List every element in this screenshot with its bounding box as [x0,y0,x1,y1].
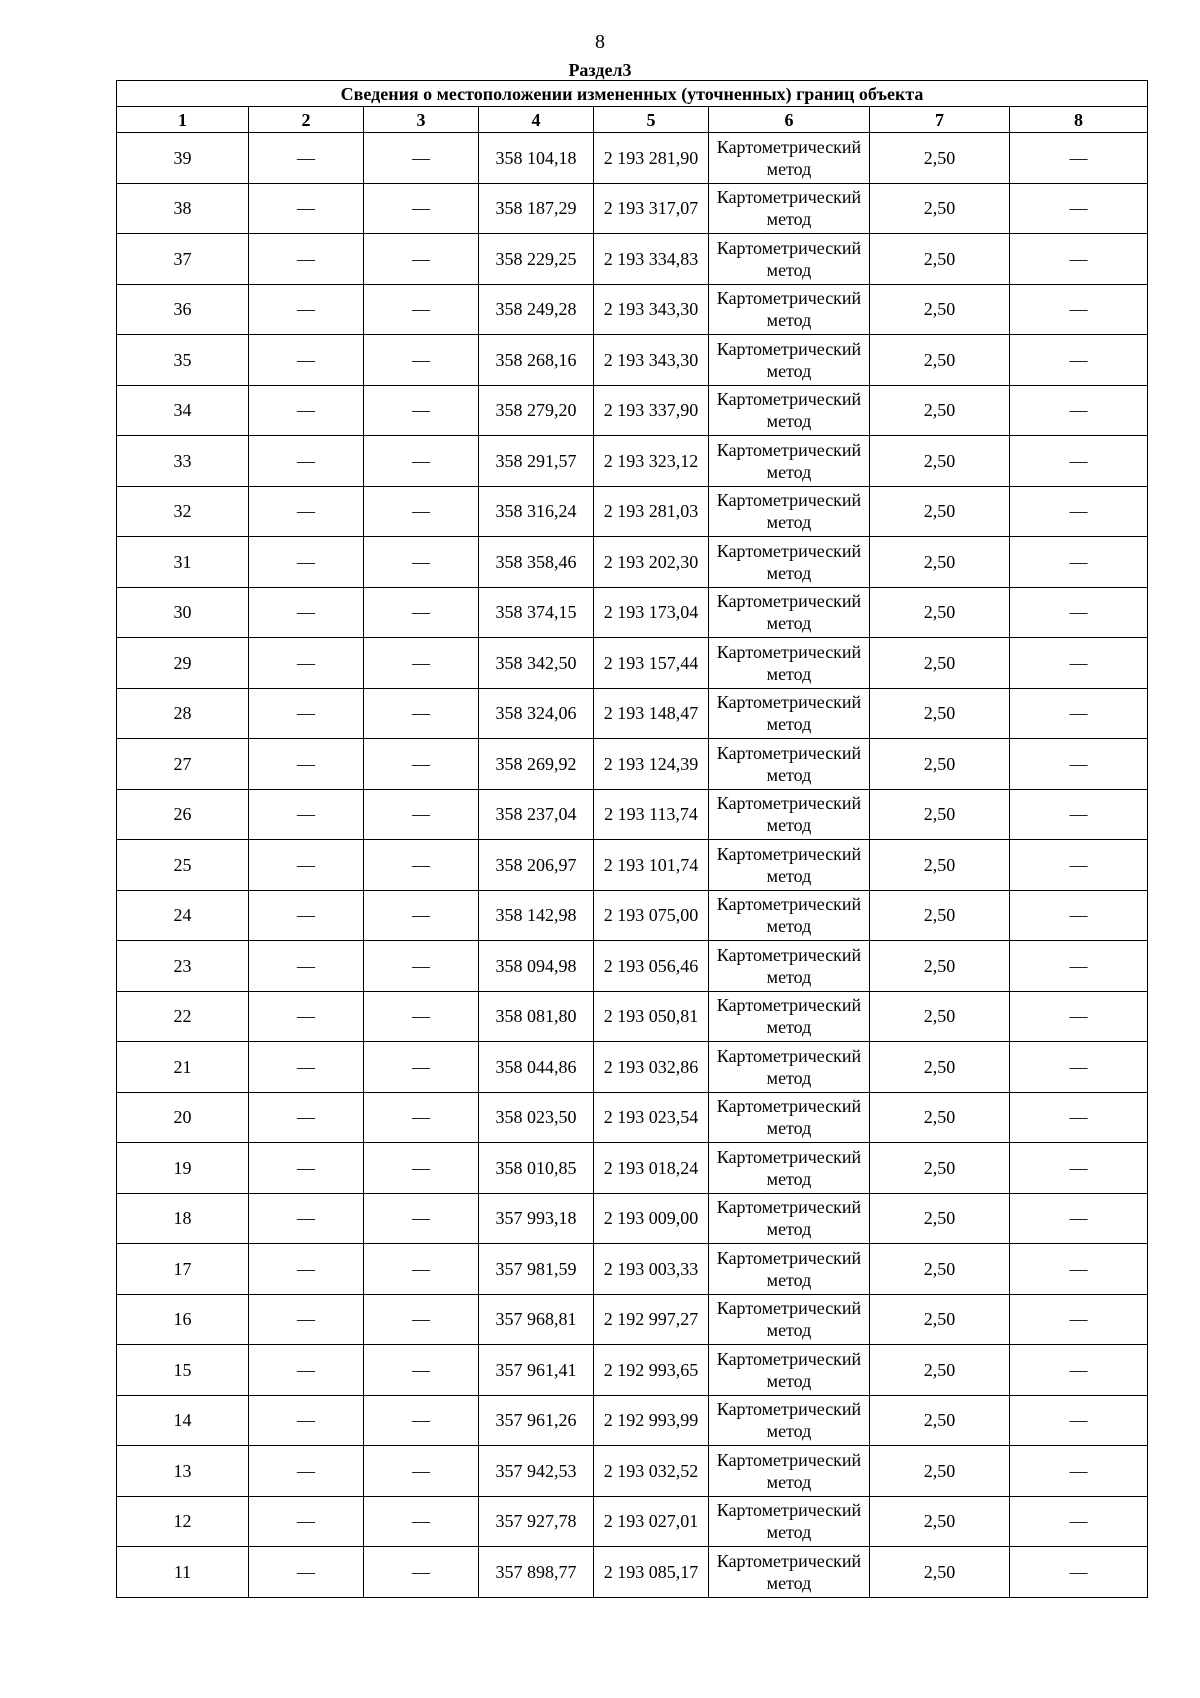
table-row [117,1496,1148,1547]
empty-value-cell: — [364,941,479,992]
method-cell: Картометрический метод [709,789,870,840]
accuracy-cell: 2,50 [870,890,1010,941]
x-coordinate-cell: 358 142,98 [479,890,594,941]
x-coordinate-cell: 358 094,98 [479,941,594,992]
table-row [117,739,1148,790]
y-coordinate-cell: 2 192 993,99 [594,1395,709,1446]
point-number-cell: 35 [117,335,249,386]
y-coordinate-cell: 2 193 085,17 [594,1547,709,1598]
x-coordinate-cell: 358 206,97 [479,840,594,891]
empty-value-cell: — [1010,1395,1148,1446]
y-coordinate-cell: 2 193 343,30 [594,335,709,386]
method-cell: Картометрический метод [709,587,870,638]
y-coordinate-cell: 2 193 148,47 [594,688,709,739]
method-cell: Картометрический метод [709,840,870,891]
accuracy-cell: 2,50 [870,133,1010,184]
point-number-cell: 34 [117,385,249,436]
accuracy-cell: 2,50 [870,234,1010,285]
empty-value-cell: — [364,436,479,487]
empty-value-cell: — [1010,1143,1148,1194]
column-header: 6 [709,107,870,133]
empty-value-cell: — [249,1244,364,1295]
x-coordinate-cell: 357 898,77 [479,1547,594,1598]
table-row [117,537,1148,588]
empty-value-cell: — [1010,991,1148,1042]
y-coordinate-cell: 2 192 993,65 [594,1345,709,1396]
empty-value-cell: — [249,587,364,638]
empty-value-cell: — [1010,234,1148,285]
empty-value-cell: — [1010,789,1148,840]
empty-value-cell: — [1010,1547,1148,1598]
empty-value-cell: — [364,1395,479,1446]
point-number-cell: 16 [117,1294,249,1345]
accuracy-cell: 2,50 [870,1496,1010,1547]
table-row [117,234,1148,285]
y-coordinate-cell: 2 193 317,07 [594,183,709,234]
table-row [117,284,1148,335]
table-title-row [117,81,1148,107]
point-number-cell: 14 [117,1395,249,1446]
empty-value-cell: — [364,991,479,1042]
empty-value-cell: — [249,1395,364,1446]
empty-value-cell: — [249,789,364,840]
empty-value-cell: — [364,1496,479,1547]
table-row [117,638,1148,689]
point-number-cell: 30 [117,587,249,638]
empty-value-cell: — [1010,890,1148,941]
empty-value-cell: — [249,133,364,184]
point-number-cell: 15 [117,1345,249,1396]
empty-value-cell: — [249,991,364,1042]
method-cell: Картометрический метод [709,688,870,739]
point-number-cell: 22 [117,991,249,1042]
empty-value-cell: — [1010,335,1148,386]
empty-value-cell: — [249,739,364,790]
y-coordinate-cell: 2 193 343,30 [594,284,709,335]
x-coordinate-cell: 358 187,29 [479,183,594,234]
empty-value-cell: — [364,1092,479,1143]
empty-value-cell: — [1010,486,1148,537]
accuracy-cell: 2,50 [870,1547,1010,1598]
empty-value-cell: — [249,840,364,891]
point-number-cell: 38 [117,183,249,234]
point-number-cell: 26 [117,789,249,840]
empty-value-cell: — [249,537,364,588]
accuracy-cell: 2,50 [870,335,1010,386]
empty-value-cell: — [1010,133,1148,184]
empty-value-cell: — [249,335,364,386]
y-coordinate-cell: 2 193 124,39 [594,739,709,790]
column-header: 2 [249,107,364,133]
table-title: Сведения о местоположении измененных (уточненных) границ объекта [117,81,1148,107]
y-coordinate-cell: 2 193 334,83 [594,234,709,285]
point-number-cell: 28 [117,688,249,739]
y-coordinate-cell: 2 193 113,74 [594,789,709,840]
method-cell: Картометрический метод [709,537,870,588]
empty-value-cell: — [249,1496,364,1547]
empty-value-cell: — [364,335,479,386]
method-cell: Картометрический метод [709,1244,870,1295]
method-cell: Картометрический метод [709,1345,870,1396]
empty-value-cell: — [364,688,479,739]
point-number-cell: 20 [117,1092,249,1143]
method-cell: Картометрический метод [709,1294,870,1345]
point-number-cell: 31 [117,537,249,588]
x-coordinate-cell: 358 268,16 [479,335,594,386]
empty-value-cell: — [364,1547,479,1598]
x-coordinate-cell: 358 358,46 [479,537,594,588]
y-coordinate-cell: 2 193 281,03 [594,486,709,537]
table-row [117,840,1148,891]
column-header: 1 [117,107,249,133]
empty-value-cell: — [1010,436,1148,487]
method-cell: Картометрический метод [709,1092,870,1143]
point-number-cell: 29 [117,638,249,689]
x-coordinate-cell: 357 981,59 [479,1244,594,1295]
method-cell: Картометрический метод [709,941,870,992]
empty-value-cell: — [364,1244,479,1295]
empty-value-cell: — [1010,1244,1148,1295]
point-number-cell: 36 [117,284,249,335]
empty-value-cell: — [1010,638,1148,689]
accuracy-cell: 2,50 [870,1446,1010,1497]
y-coordinate-cell: 2 193 075,00 [594,890,709,941]
x-coordinate-cell: 358 279,20 [479,385,594,436]
table-header-row [117,107,1148,133]
method-cell: Картометрический метод [709,1143,870,1194]
method-cell: Картометрический метод [709,183,870,234]
point-number-cell: 27 [117,739,249,790]
method-cell: Картометрический метод [709,739,870,790]
method-cell: Картометрический метод [709,1496,870,1547]
accuracy-cell: 2,50 [870,385,1010,436]
point-number-cell: 32 [117,486,249,537]
empty-value-cell: — [1010,385,1148,436]
table-row [117,1143,1148,1194]
x-coordinate-cell: 358 229,25 [479,234,594,285]
point-number-cell: 25 [117,840,249,891]
table-row [117,335,1148,386]
accuracy-cell: 2,50 [870,1294,1010,1345]
point-number-cell: 11 [117,1547,249,1598]
method-cell: Картометрический метод [709,991,870,1042]
point-number-cell: 37 [117,234,249,285]
x-coordinate-cell: 357 942,53 [479,1446,594,1497]
method-cell: Картометрический метод [709,436,870,487]
table-row [117,385,1148,436]
y-coordinate-cell: 2 193 027,01 [594,1496,709,1547]
empty-value-cell: — [364,1345,479,1396]
table-row [117,991,1148,1042]
x-coordinate-cell: 357 927,78 [479,1496,594,1547]
column-header: 4 [479,107,594,133]
method-cell: Картометрический метод [709,638,870,689]
empty-value-cell: — [364,385,479,436]
x-coordinate-cell: 358 023,50 [479,1092,594,1143]
empty-value-cell: — [364,183,479,234]
empty-value-cell: — [364,1143,479,1194]
x-coordinate-cell: 358 316,24 [479,486,594,537]
empty-value-cell: — [364,840,479,891]
accuracy-cell: 2,50 [870,1345,1010,1396]
empty-value-cell: — [249,385,364,436]
column-header: 5 [594,107,709,133]
x-coordinate-cell: 358 104,18 [479,133,594,184]
point-number-cell: 12 [117,1496,249,1547]
empty-value-cell: — [249,890,364,941]
empty-value-cell: — [364,1193,479,1244]
y-coordinate-cell: 2 193 050,81 [594,991,709,1042]
table-row [117,1294,1148,1345]
method-cell: Картометрический метод [709,234,870,285]
column-header: 8 [1010,107,1148,133]
empty-value-cell: — [364,890,479,941]
empty-value-cell: — [364,638,479,689]
empty-value-cell: — [249,486,364,537]
empty-value-cell: — [249,234,364,285]
method-cell: Картометрический метод [709,1193,870,1244]
column-header: 7 [870,107,1010,133]
table-row [117,133,1148,184]
method-cell: Картометрический метод [709,385,870,436]
table-row [117,1193,1148,1244]
empty-value-cell: — [1010,1446,1148,1497]
y-coordinate-cell: 2 193 056,46 [594,941,709,992]
method-cell: Картометрический метод [709,1547,870,1598]
empty-value-cell: — [364,537,479,588]
y-coordinate-cell: 2 193 009,00 [594,1193,709,1244]
point-number-cell: 33 [117,436,249,487]
method-cell: Картометрический метод [709,1446,870,1497]
method-cell: Картометрический метод [709,486,870,537]
method-cell: Картометрический метод [709,335,870,386]
empty-value-cell: — [364,486,479,537]
x-coordinate-cell: 357 961,41 [479,1345,594,1396]
accuracy-cell: 2,50 [870,1244,1010,1295]
empty-value-cell: — [249,1042,364,1093]
table-row [117,941,1148,992]
table-row [117,688,1148,739]
page-number: 8 [595,31,605,53]
empty-value-cell: — [1010,840,1148,891]
empty-value-cell: — [249,1345,364,1396]
empty-value-cell: — [249,638,364,689]
empty-value-cell: — [249,1446,364,1497]
table-row [117,789,1148,840]
empty-value-cell: — [364,133,479,184]
empty-value-cell: — [364,234,479,285]
x-coordinate-cell: 358 342,50 [479,638,594,689]
accuracy-cell: 2,50 [870,1395,1010,1446]
accuracy-cell: 2,50 [870,436,1010,487]
empty-value-cell: — [1010,1496,1148,1547]
empty-value-cell: — [364,1042,479,1093]
x-coordinate-cell: 358 010,85 [479,1143,594,1194]
empty-value-cell: — [364,284,479,335]
empty-value-cell: — [364,587,479,638]
x-coordinate-cell: 357 993,18 [479,1193,594,1244]
y-coordinate-cell: 2 193 101,74 [594,840,709,891]
accuracy-cell: 2,50 [870,941,1010,992]
method-cell: Картометрический метод [709,284,870,335]
x-coordinate-cell: 357 961,26 [479,1395,594,1446]
y-coordinate-cell: 2 193 323,12 [594,436,709,487]
y-coordinate-cell: 2 193 003,33 [594,1244,709,1295]
accuracy-cell: 2,50 [870,739,1010,790]
table-row [117,1547,1148,1598]
point-number-cell: 24 [117,890,249,941]
accuracy-cell: 2,50 [870,789,1010,840]
y-coordinate-cell: 2 193 281,90 [594,133,709,184]
table-body [117,133,1148,1598]
y-coordinate-cell: 2 193 157,44 [594,638,709,689]
table-row [117,587,1148,638]
empty-value-cell: — [1010,941,1148,992]
y-coordinate-cell: 2 193 018,24 [594,1143,709,1194]
empty-value-cell: — [249,688,364,739]
table-row [117,436,1148,487]
accuracy-cell: 2,50 [870,991,1010,1042]
point-number-cell: 21 [117,1042,249,1093]
method-cell: Картометрический метод [709,1395,870,1446]
accuracy-cell: 2,50 [870,688,1010,739]
point-number-cell: 13 [117,1446,249,1497]
empty-value-cell: — [364,739,479,790]
empty-value-cell: — [249,1547,364,1598]
empty-value-cell: — [1010,688,1148,739]
empty-value-cell: — [1010,1294,1148,1345]
empty-value-cell: — [1010,1042,1148,1093]
table-row [117,890,1148,941]
table-row [117,1092,1148,1143]
x-coordinate-cell: 358 374,15 [479,587,594,638]
point-number-cell: 23 [117,941,249,992]
accuracy-cell: 2,50 [870,638,1010,689]
method-cell: Картометрический метод [709,1042,870,1093]
section-label: Раздел3 [568,60,632,80]
table-row [117,1042,1148,1093]
x-coordinate-cell: 358 044,86 [479,1042,594,1093]
x-coordinate-cell: 358 324,06 [479,688,594,739]
empty-value-cell: — [364,1446,479,1497]
empty-value-cell: — [249,1143,364,1194]
empty-value-cell: — [1010,587,1148,638]
empty-value-cell: — [249,1193,364,1244]
empty-value-cell: — [249,183,364,234]
empty-value-cell: — [364,789,479,840]
empty-value-cell: — [249,1092,364,1143]
accuracy-cell: 2,50 [870,1042,1010,1093]
y-coordinate-cell: 2 193 032,86 [594,1042,709,1093]
table-row [117,1244,1148,1295]
x-coordinate-cell: 357 968,81 [479,1294,594,1345]
y-coordinate-cell: 2 193 337,90 [594,385,709,436]
table-row [117,1446,1148,1497]
column-header: 3 [364,107,479,133]
table-row [117,183,1148,234]
empty-value-cell: — [1010,1092,1148,1143]
point-number-cell: 19 [117,1143,249,1194]
method-cell: Картометрический метод [709,890,870,941]
y-coordinate-cell: 2 192 997,27 [594,1294,709,1345]
point-number-cell: 39 [117,133,249,184]
empty-value-cell: — [1010,537,1148,588]
empty-value-cell: — [1010,1193,1148,1244]
y-coordinate-cell: 2 193 032,52 [594,1446,709,1497]
accuracy-cell: 2,50 [870,1092,1010,1143]
empty-value-cell: — [249,284,364,335]
x-coordinate-cell: 358 249,28 [479,284,594,335]
table-row [117,1395,1148,1446]
x-coordinate-cell: 358 081,80 [479,991,594,1042]
table-row [117,486,1148,537]
accuracy-cell: 2,50 [870,537,1010,588]
x-coordinate-cell: 358 237,04 [479,789,594,840]
accuracy-cell: 2,50 [870,284,1010,335]
y-coordinate-cell: 2 193 202,30 [594,537,709,588]
accuracy-cell: 2,50 [870,587,1010,638]
method-cell: Картометрический метод [709,133,870,184]
empty-value-cell: — [1010,183,1148,234]
empty-value-cell: — [1010,739,1148,790]
x-coordinate-cell: 358 291,57 [479,436,594,487]
accuracy-cell: 2,50 [870,1143,1010,1194]
accuracy-cell: 2,50 [870,1193,1010,1244]
empty-value-cell: — [249,1294,364,1345]
empty-value-cell: — [249,941,364,992]
empty-value-cell: — [1010,284,1148,335]
empty-value-cell: — [1010,1345,1148,1396]
y-coordinate-cell: 2 193 173,04 [594,587,709,638]
point-number-cell: 17 [117,1244,249,1295]
empty-value-cell: — [364,1294,479,1345]
accuracy-cell: 2,50 [870,840,1010,891]
y-coordinate-cell: 2 193 023,54 [594,1092,709,1143]
table-row [117,1345,1148,1396]
x-coordinate-cell: 358 269,92 [479,739,594,790]
accuracy-cell: 2,50 [870,486,1010,537]
accuracy-cell: 2,50 [870,183,1010,234]
empty-value-cell: — [249,436,364,487]
coordinates-table [116,80,1148,1598]
point-number-cell: 18 [117,1193,249,1244]
